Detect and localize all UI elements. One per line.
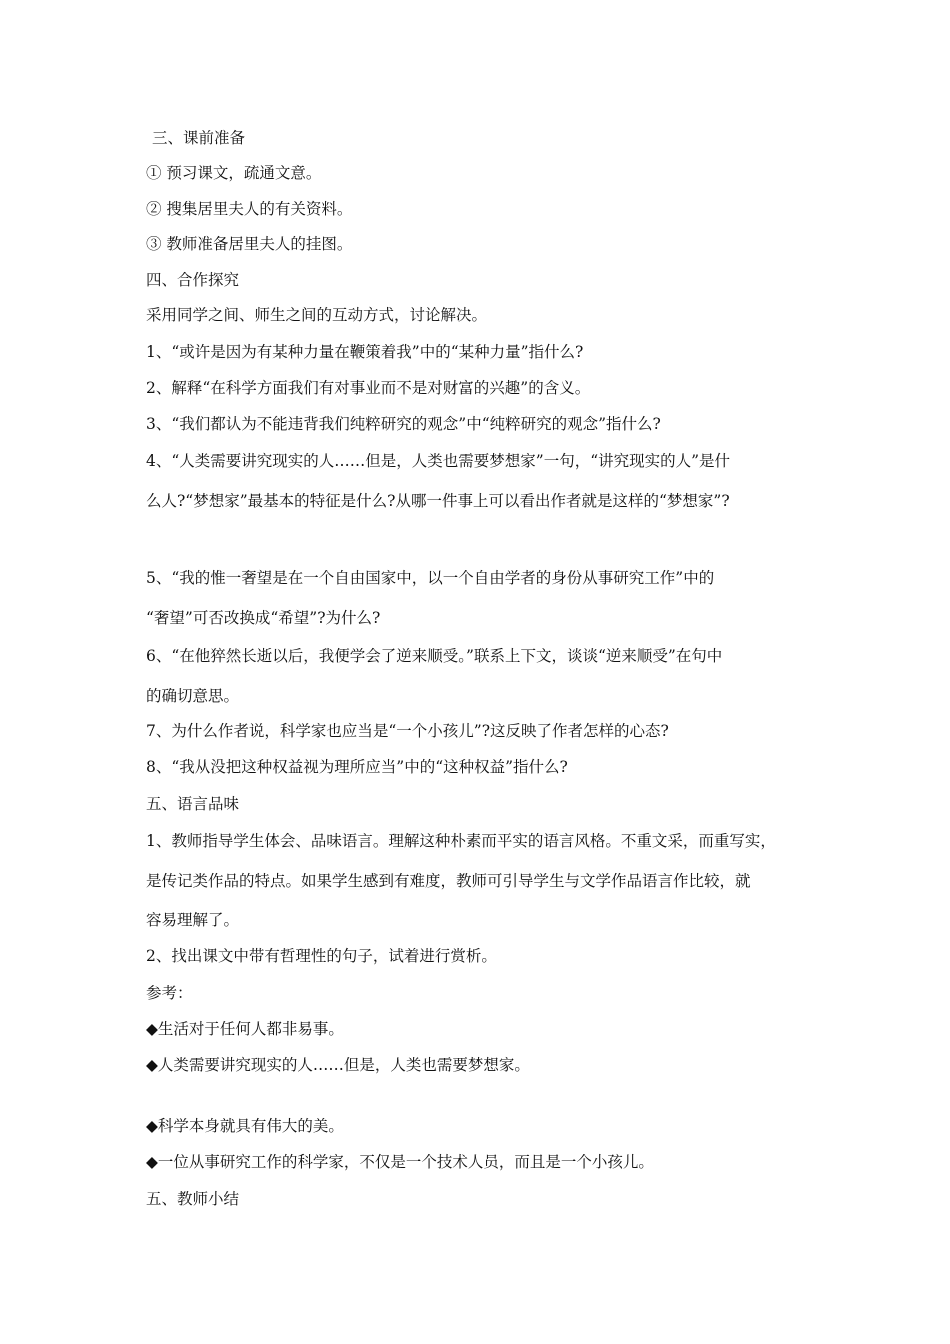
question-5-line-1: 5、“我的惟一奢望是在一个自由国家中，以一个自由学者的身份从事研究工作”中的 [146, 569, 715, 587]
language-item-1-line-1: 1、教师指导学生体会、品味语言。理解这种朴素而平实的语言风格。不重文采，而重写实， [146, 832, 776, 850]
reference-item-1: ◆生活对于任何人都非易事。 [146, 1020, 344, 1038]
reference-item-3: ◆科学本身就具有伟大的美。 [146, 1117, 344, 1135]
question-1: 1、“或许是因为有某种力量在鞭策着我”中的“某种力量”指什么? [146, 343, 584, 361]
heading-cooperative-inquiry: 四、合作探究 [146, 271, 240, 289]
heading-language-appreciation: 五、语言品味 [146, 795, 240, 813]
prep-item-3: ③ 教师准备居里夫人的挂图。 [146, 235, 353, 253]
reference-item-4: ◆一位从事研究工作的科学家，不仅是一个技术人员，而且是一个小孩儿。 [146, 1153, 654, 1171]
question-8: 8、“我从没把这种权益视为理所应当”中的“这种权益”指什么? [146, 758, 568, 776]
inquiry-intro: 采用同学之间、师生之间的互动方式，讨论解决。 [146, 306, 488, 324]
question-4-line-1: 4、“人类需要讲究现实的人……但是，人类也需要梦想家”一句，“讲究现实的人”是什 [146, 452, 731, 470]
question-7: 7、为什么作者说，科学家也应当是“一个小孩儿”?这反映了作者怎样的心态? [146, 722, 669, 740]
reference-item-2: ◆人类需要讲究现实的人……但是，人类也需要梦想家。 [146, 1056, 530, 1074]
question-3: 3、“我们都认为不能违背我们纯粹研究的观念”中“纯粹研究的观念”指什么? [146, 415, 661, 433]
heading-preparation: 三、课前准备 [152, 129, 246, 147]
heading-teacher-summary: 五、教师小结 [146, 1190, 240, 1208]
reference-label: 参考： [146, 984, 193, 1002]
language-item-1-line-3: 容易理解了。 [146, 911, 240, 929]
prep-item-2: ② 搜集居里夫人的有关资料。 [146, 200, 353, 218]
question-2: 2、解释“在科学方面我们有对事业而不是对财富的兴趣”的含义。 [146, 379, 591, 397]
prep-item-1: ① 预习课文，疏通文意。 [146, 164, 322, 182]
question-6-line-2: 的确切意思。 [146, 687, 240, 705]
question-5-line-2: “奢望”可否改换成“希望”?为什么? [146, 609, 381, 627]
question-4-line-2: 么人?“梦想家”最基本的特征是什么?从哪一件事上可以看出作者就是这样的“梦想家”? [146, 492, 730, 510]
language-item-1-line-2: 是传记类作品的特点。如果学生感到有难度，教师可引导学生与文学作品语言作比较，就 [146, 872, 751, 890]
question-6-line-1: 6、“在他猝然长逝以后，我便学会了逆来顺受。”联系上下文，谈谈“逆来顺受”在句中 [146, 647, 723, 665]
language-item-2: 2、找出课文中带有哲理性的句子，试着进行赏析。 [146, 947, 497, 965]
